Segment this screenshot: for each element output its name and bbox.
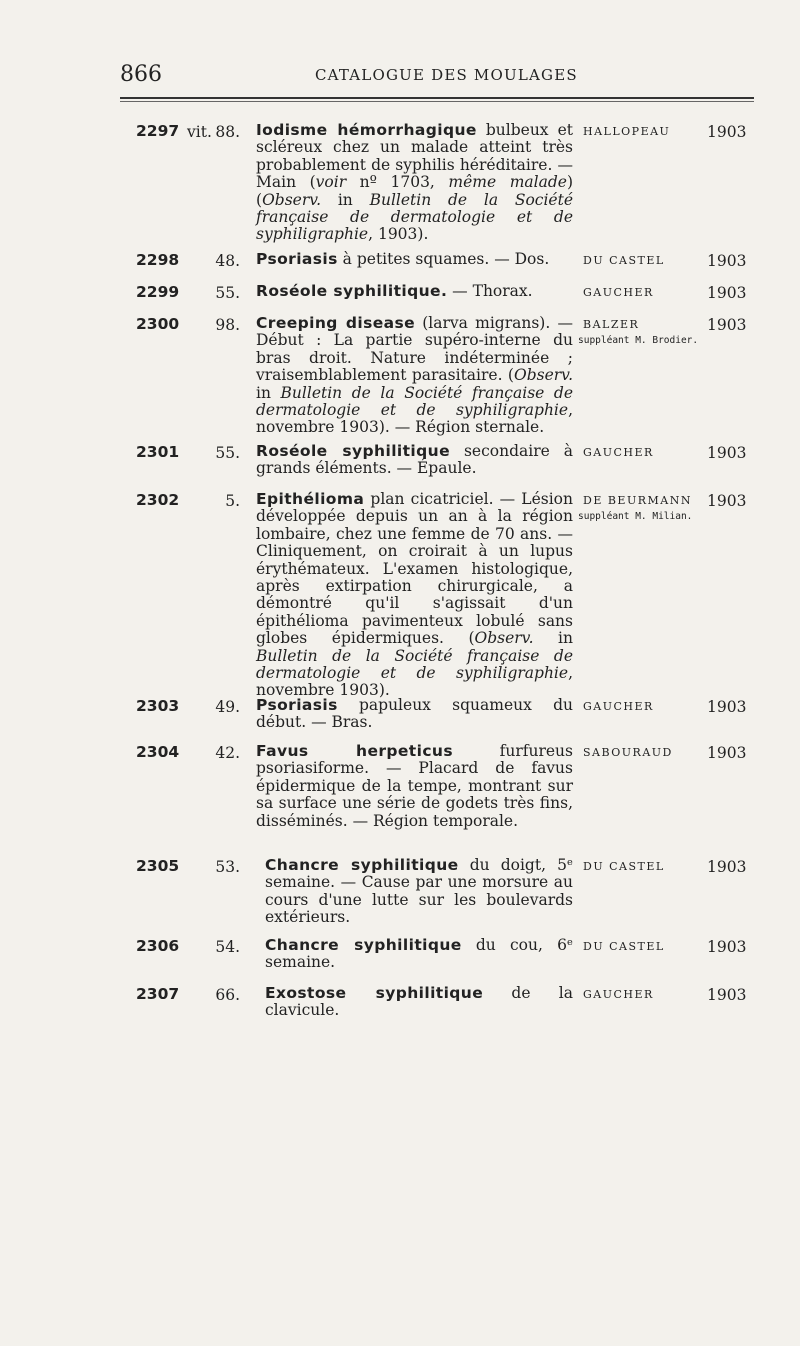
donor-name: GAUCHER	[583, 988, 654, 1001]
entry-year: 1903	[707, 744, 747, 762]
entry-year: 1903	[707, 698, 747, 716]
entry-text: ) (	[256, 173, 574, 209]
donor-name: DU CASTEL	[583, 860, 665, 873]
entry-italic: Bulletin de la Société française de dermatologie et de syphiligraphie	[256, 646, 573, 683]
entry-text: du doigt, 5ᵉ semaine. — Cause par une morsure au cours d'une lutte sur les boulevards extérieurs.	[265, 856, 573, 927]
vitrine-label: vit.	[187, 123, 212, 141]
entry-text: , novembre 1903). — Région sternale.	[256, 401, 573, 437]
entry-description	[256, 315, 573, 437]
running-title: CATALOGUE DES MOULAGES	[315, 66, 578, 84]
entry-title: Psoriasis	[256, 696, 338, 714]
entry-year: 1903	[707, 252, 747, 270]
donor-substitute: suppléant M. Brodier.	[578, 335, 699, 346]
donor-name: BALZER	[583, 318, 640, 331]
entry-description	[256, 697, 573, 732]
page-number: 866	[120, 62, 162, 87]
page-header	[120, 62, 752, 92]
donor-name: GAUCHER	[583, 446, 654, 459]
entry-description	[256, 743, 573, 830]
entry-text: , 1903).	[368, 225, 429, 244]
entry-year: 1903	[707, 123, 747, 141]
moulage-number: 55.	[215, 444, 240, 462]
entry-text: in	[256, 383, 281, 402]
header-rule	[120, 97, 754, 99]
entry-title: Creeping disease	[256, 314, 416, 332]
entry-number: 2305	[136, 857, 180, 875]
entry-description	[256, 443, 573, 478]
entry-title: Roséole syphilitique	[256, 442, 450, 460]
entry-text: du cou, 6ᵉ semaine.	[265, 936, 573, 972]
entry-description	[265, 857, 573, 927]
entry-description	[256, 122, 573, 244]
entry-year: 1903	[707, 986, 747, 1004]
entry-text: — Thorax.	[447, 282, 533, 300]
entry-italic: Bulletin de la Société française de dermatologie et de syphiligraphie	[256, 383, 573, 420]
moulage-number: 49.	[215, 698, 240, 716]
donor-name: DE BEURMANN	[583, 494, 692, 507]
entry-number: 2301	[136, 443, 180, 461]
entry-year: 1903	[707, 492, 747, 510]
entry-text: (larva migrans). — Début : La partie supéro-interne du bras droit. Nature indéterminée ; vraisemblablement parasitaire. (	[256, 314, 573, 385]
entry-description	[256, 491, 573, 700]
entry-italic: voir	[315, 173, 347, 192]
header-rule-thin	[120, 101, 754, 102]
donor-name: SABOURAUD	[583, 746, 673, 759]
entry-description	[265, 937, 573, 972]
entry-year: 1903	[707, 284, 747, 302]
entry-italic: Observ.	[262, 190, 322, 209]
entry-number: 2304	[136, 743, 180, 761]
entry-text: , novembre 1903).	[256, 664, 573, 700]
moulage-number: 54.	[215, 938, 240, 956]
moulage-number: 66.	[215, 986, 240, 1004]
moulage-number: 48.	[215, 252, 240, 270]
entry-year: 1903	[707, 444, 747, 462]
moulage-number: 5.	[225, 492, 240, 510]
entry-text: furfureus psoriasiforme. — Placard de favus épidermique de la tempe, montrant sur sa surface une série de godets très fins, disséminés. — Région temporale.	[256, 742, 573, 830]
entry-number: 2300	[136, 315, 180, 333]
donor-name: HALLOPEAU	[583, 125, 671, 138]
donor-name: DU CASTEL	[583, 254, 665, 267]
entry-year: 1903	[707, 316, 747, 334]
entry-text: plan cicatriciel. — Lésion développée depuis un an à la région lombaire, chez une femme de 70 ans. — Cliniquement, on croirait à un lupus érythémateux. L'examen histologique, après extirpation chirurgicale, a démontré qu'il s'agissait d'un épithélioma pavimenteux lobulé sans globes épidermiques. (	[256, 490, 573, 648]
moulage-number: 55.	[215, 284, 240, 302]
entry-year: 1903	[707, 858, 747, 876]
entry-number: 2302	[136, 491, 180, 509]
entry-text: à petites squames. — Dos.	[337, 250, 550, 268]
donor-name: DU CASTEL	[583, 940, 665, 953]
entry-number: 2298	[136, 251, 180, 269]
entry-title: Epithélioma	[256, 490, 365, 508]
entry-number: 2306	[136, 937, 180, 955]
entry-number: 2303	[136, 697, 180, 715]
entry-title: Chancre syphilitique	[265, 936, 462, 954]
donor-substitute: suppléant M. Milian.	[578, 511, 693, 522]
entry-description	[256, 283, 573, 300]
entry-number: 2299	[136, 283, 180, 301]
entry-description	[265, 985, 573, 1020]
entry-number: 2307	[136, 985, 180, 1003]
entry-title: Psoriasis	[256, 250, 338, 268]
entry-title: Chancre syphilitique	[265, 856, 459, 874]
moulage-number: 42.	[215, 744, 240, 762]
entry-title: Roséole syphilitique.	[256, 282, 448, 300]
entry-text: in	[533, 629, 573, 648]
entry-text: nº 1703,	[346, 173, 449, 192]
entry-italic: même malade	[448, 173, 567, 192]
donor-name: GAUCHER	[583, 286, 654, 299]
donor-name: GAUCHER	[583, 700, 654, 713]
entry-text: secondaire à grands éléments. — Épaule.	[256, 442, 573, 478]
moulage-number: 53.	[215, 858, 240, 876]
entry-year: 1903	[707, 938, 747, 956]
entry-italic: Observ.	[474, 629, 534, 648]
entry-text: bulbeux et scléreux chez un malade atteint très probablement de syphilis héréditaire. — Main (	[256, 121, 573, 192]
entry-italic: Bulletin de la Société française de dermatologie et de syphiligraphie	[256, 190, 573, 244]
entry-title: Iodisme hémorrhagique	[256, 121, 477, 139]
entry-description	[256, 251, 573, 268]
entry-text: papuleux squameux du début. — Bras.	[256, 696, 573, 732]
entry-title: Exostose syphilitique	[265, 984, 484, 1002]
entry-title: Favus herpeticus	[256, 742, 453, 760]
entry-text: de la clavicule.	[265, 984, 573, 1020]
moulage-number: 88.	[215, 123, 240, 141]
entry-number: 2297	[136, 122, 180, 140]
entry-italic: Observ.	[513, 366, 573, 385]
moulage-number: 98.	[215, 316, 240, 334]
entry-text: in	[321, 190, 370, 209]
